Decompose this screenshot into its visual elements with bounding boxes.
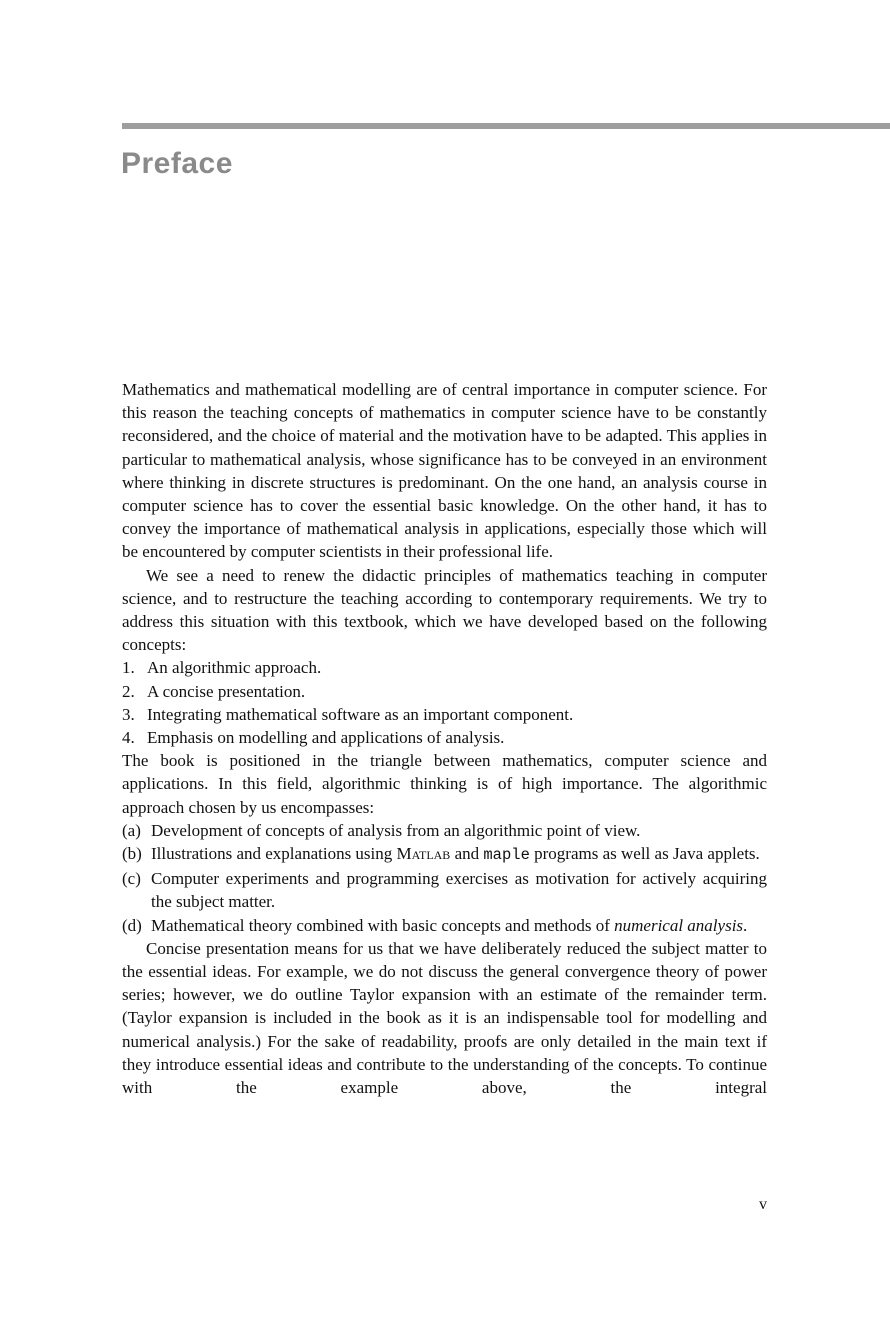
list-item: [122, 680, 767, 703]
numbered-concept-list: [122, 656, 767, 749]
list-item-text: programs as well as Java applets.: [529, 844, 760, 864]
list-item-text: Integrating mathematical software as an important component.: [147, 704, 574, 724]
maple-wordmark: maple: [483, 846, 530, 865]
list-item-text: Emphasis on modelling and applications of analysis.: [147, 728, 505, 748]
paragraph-concise: Concise presentation means for us that we have deliberately reduced the subject matter to the essential ideas. For example, we do not discuss the general convergence theory of power series; however, we do outline Taylor expansion with an estimate of the remainder term. (Taylor expansion is included in the book as it is an indispensable tool for modelling and numerical analysis.) For the sake of readability, proofs are only detailed in the main text if they introduce essential ideas and contribute to the understanding of the concepts. To continue with the example above, the integral: [122, 938, 767, 1098]
lettered-approach-list: [122, 819, 767, 937]
list-item-text: A concise presentation.: [147, 681, 306, 701]
paragraph-concepts: We see a need to renew the didactic principles of mathematics teaching in computer science, and to restructure the teaching according to contemporary requirements. We try to address this situation with this textbook, which we have developed based on the following concepts:: [122, 565, 767, 655]
list-marker: 3.: [122, 704, 135, 724]
paragraph-intro: Mathematics and mathematical modelling are of central importance in computer science. For this reason the teaching concepts of mathematics in computer science have to be constantly reconsidered, and the choice of material and the motivation have to be adapted. This applies in particular to mathematical analysis, whose significance has to be conveyed in an environment where thinking in discrete structures is predominant. On the one hand, an analysis course in computer science has to cover the essential basic knowledge. On the other hand, it has to convey the importance of mathematical analysis in applications, especially those which will be encountered by computer scientists in their professional life.: [122, 380, 767, 562]
page-number: v: [759, 1196, 767, 1213]
chapter-heading-rule: [122, 123, 890, 129]
list-item: [122, 842, 767, 867]
list-item: [122, 703, 767, 726]
list-marker: (a): [122, 820, 141, 840]
list-marker: 1.: [122, 658, 135, 678]
emphasized-term: numerical analysis: [614, 915, 744, 935]
paragraph-triangle: The book is positioned in the triangle between mathematics, computer science and applications. In this field, algorithmic thinking is of high importance. The algorithmic approach chosen by us encompasses:: [122, 751, 767, 817]
list-marker: 2.: [122, 681, 135, 701]
list-item-text: .: [743, 915, 748, 935]
list-item-text: Development of concepts of analysis from an algorithmic point of view.: [151, 820, 641, 840]
list-item: [122, 726, 767, 749]
list-item: [122, 656, 767, 679]
list-item-text: Computer experiments and programming exercises as motivation for actively acquiring the subject matter.: [151, 869, 767, 912]
body-text: [122, 378, 767, 1099]
list-item-text: and: [450, 844, 484, 864]
list-marker: 4.: [122, 728, 135, 748]
list-marker: (b): [122, 844, 142, 864]
list-item-text: An algorithmic approach.: [147, 658, 322, 678]
list-item: [122, 819, 767, 842]
list-item: [122, 914, 767, 937]
page-title: Preface: [121, 147, 233, 180]
list-item: [122, 867, 767, 913]
matlab-wordmark: Matlab: [396, 844, 451, 864]
list-marker: (d): [122, 915, 142, 935]
list-item-text: Mathematical theory combined with basic concepts and methods of: [151, 915, 615, 935]
list-marker: (c): [122, 869, 141, 889]
list-item-text: Illustrations and explanations using: [151, 844, 397, 864]
